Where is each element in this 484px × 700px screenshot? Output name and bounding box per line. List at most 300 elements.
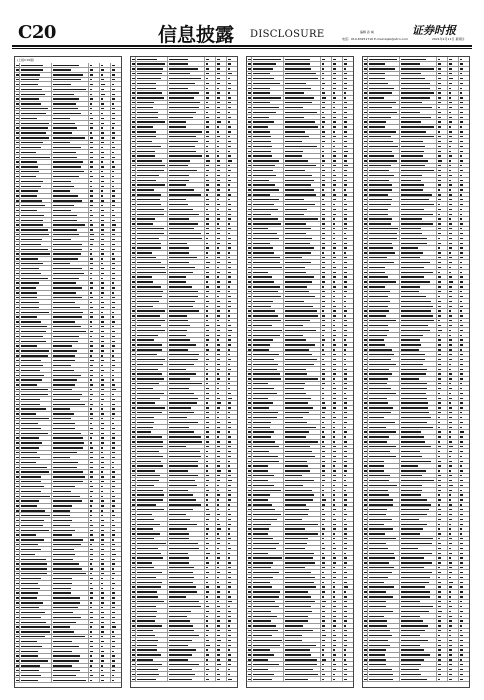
table-cell — [89, 475, 100, 479]
table-cell — [89, 213, 100, 217]
table-cell — [100, 78, 111, 82]
cell-text-stroke — [228, 59, 231, 60]
cell-text-stroke — [90, 452, 93, 453]
table-cell — [111, 218, 121, 222]
table-cell — [52, 296, 89, 300]
table-cell — [205, 72, 216, 76]
cell-text-stroke — [112, 399, 115, 400]
table-cell — [100, 615, 111, 619]
table-cell — [20, 131, 52, 135]
cell-text-stroke — [101, 137, 104, 138]
cell-text-stroke — [137, 63, 165, 64]
table-cell — [100, 378, 111, 382]
table-cell — [20, 296, 52, 300]
table-cell — [89, 499, 100, 503]
cell-text-stroke — [137, 73, 162, 74]
table-cell — [20, 344, 52, 348]
cell-text-stroke — [53, 292, 76, 293]
table-cell — [20, 388, 52, 392]
cell-text-stroke — [53, 312, 83, 313]
cell-text-stroke — [169, 92, 199, 93]
table-cell — [111, 368, 121, 372]
cell-text-stroke — [53, 297, 82, 298]
cell-text-stroke — [112, 321, 115, 322]
cell-text-stroke — [53, 418, 71, 419]
cell-text-stroke — [16, 408, 19, 409]
table-cell — [111, 421, 121, 425]
cell-text-stroke — [21, 447, 39, 448]
cell-text-stroke — [112, 597, 115, 598]
cell-text-stroke — [90, 239, 94, 240]
table-cell — [52, 567, 89, 571]
cell-text-stroke — [53, 602, 80, 603]
table-cell — [168, 57, 205, 61]
table-cell — [111, 237, 121, 241]
cell-text-stroke — [53, 433, 81, 434]
cell-text-stroke — [112, 336, 115, 337]
cell-text-stroke — [217, 63, 220, 64]
table-cell — [52, 315, 89, 319]
cell-text-stroke — [90, 665, 92, 666]
table-cell — [100, 620, 111, 624]
cell-text-stroke — [112, 384, 115, 385]
cell-text-stroke — [90, 89, 92, 90]
cell-text-stroke — [21, 205, 45, 206]
table-cell — [52, 237, 89, 241]
table-cell — [20, 247, 52, 251]
cell-text-stroke — [112, 190, 115, 191]
cell-text-stroke — [101, 646, 103, 647]
table-cell — [89, 465, 100, 469]
cell-text-stroke — [90, 195, 93, 196]
cell-text-stroke — [16, 462, 19, 463]
cell-text-stroke — [112, 462, 114, 463]
cell-text-stroke — [101, 190, 103, 191]
table-cell — [111, 155, 121, 159]
cell-text-stroke — [53, 94, 74, 95]
cell-text-stroke — [21, 476, 41, 477]
cell-text-stroke — [16, 312, 19, 313]
table-cell — [111, 446, 121, 450]
cell-text-stroke — [21, 94, 45, 95]
table-cell — [52, 170, 89, 174]
table-cell — [89, 586, 100, 590]
issue-date: 2021年2月11日 星期四 — [432, 37, 464, 41]
table-cell — [111, 63, 121, 67]
table-cell — [89, 659, 100, 663]
table-cell — [111, 73, 121, 77]
cell-text-stroke — [90, 113, 92, 114]
cell-text-stroke — [21, 263, 43, 264]
cell-text-stroke — [112, 244, 115, 245]
cell-text-stroke — [112, 481, 115, 482]
table-cell — [136, 91, 168, 95]
cell-text-stroke — [112, 161, 114, 162]
cell-text-stroke — [16, 515, 19, 516]
table-cell — [52, 392, 89, 396]
cell-text-stroke — [112, 680, 114, 681]
table-cell — [100, 257, 111, 261]
table-cell — [20, 523, 52, 527]
cell-text-stroke — [21, 331, 46, 332]
table-cell — [100, 586, 111, 590]
table-cell — [20, 668, 52, 672]
cell-text-stroke — [16, 636, 19, 637]
cell-text-stroke — [53, 437, 83, 438]
table-cell — [20, 121, 52, 125]
table-cell — [89, 620, 100, 624]
cell-text-stroke — [217, 102, 220, 103]
cell-text-stroke — [53, 622, 76, 623]
cell-text-stroke — [90, 350, 93, 351]
table-cell — [111, 184, 121, 188]
cell-text-stroke — [101, 210, 104, 211]
cell-text-stroke — [137, 88, 156, 89]
cell-text-stroke — [90, 220, 92, 221]
table-cell — [89, 170, 100, 174]
table-cell — [136, 101, 168, 105]
table-cell — [111, 373, 121, 377]
table-cell — [52, 208, 89, 212]
cell-text-stroke — [101, 108, 104, 109]
cell-text-stroke — [53, 316, 82, 317]
cell-text-stroke — [16, 437, 19, 438]
table-cell — [111, 174, 121, 178]
cell-text-stroke — [16, 321, 19, 322]
table-cell — [89, 484, 100, 488]
table-cell — [20, 276, 52, 280]
cell-text-stroke — [90, 568, 93, 569]
table-cell — [52, 426, 89, 430]
table-cell — [20, 547, 52, 551]
cell-text-stroke — [112, 186, 114, 187]
cell-text-stroke — [90, 592, 93, 593]
cell-text-stroke — [137, 68, 163, 69]
cell-text-stroke — [101, 399, 104, 400]
table-cell — [20, 218, 52, 222]
cell-text-stroke — [112, 84, 114, 85]
cell-text-stroke — [53, 568, 82, 569]
table-cell — [52, 354, 89, 358]
cell-text-stroke — [90, 544, 92, 545]
table-cell — [52, 538, 89, 542]
table-cell — [20, 68, 52, 72]
table-cell — [111, 538, 121, 542]
cell-text-stroke — [90, 341, 93, 342]
cell-text-stroke — [90, 171, 92, 172]
cell-text-stroke — [16, 631, 19, 632]
cell-text-stroke — [112, 113, 115, 114]
cell-text-stroke — [90, 375, 93, 376]
cell-text-stroke — [21, 190, 38, 191]
cell-text-stroke — [16, 200, 19, 201]
table-cell — [100, 649, 111, 653]
table-cell — [100, 475, 111, 479]
cell-text-stroke — [112, 641, 115, 642]
table-cell — [20, 315, 52, 319]
table-cell — [100, 591, 111, 595]
table-cell — [20, 509, 52, 513]
cell-text-stroke — [101, 670, 103, 671]
table-cell — [89, 673, 100, 677]
cell-text-stroke — [90, 612, 93, 613]
cell-text-stroke — [21, 137, 49, 138]
table-cell — [52, 455, 89, 459]
table-cell — [216, 91, 227, 95]
cell-text-stroke — [21, 302, 39, 303]
cell-text-stroke — [90, 278, 92, 279]
table-cell — [111, 586, 121, 590]
cell-text-stroke — [53, 399, 80, 400]
table-cell — [52, 596, 89, 600]
table-cell — [89, 242, 100, 246]
cell-text-stroke — [21, 568, 47, 569]
table-cell — [89, 538, 100, 542]
table-cell — [111, 68, 121, 72]
table-cell — [111, 509, 121, 513]
cell-text-stroke — [21, 200, 42, 201]
cell-text-stroke — [90, 486, 93, 487]
table-cell — [20, 126, 52, 130]
cell-text-stroke — [112, 360, 115, 361]
cell-text-stroke — [112, 520, 114, 521]
cell-text-stroke — [53, 462, 78, 463]
cell-text-stroke — [53, 505, 72, 506]
table-cell — [227, 62, 237, 66]
cell-text-stroke — [90, 389, 92, 390]
cell-text-stroke — [90, 94, 92, 95]
cell-text-stroke — [101, 65, 103, 66]
table-cell — [20, 625, 52, 629]
cell-text-stroke — [101, 229, 104, 230]
table-cell — [111, 102, 121, 106]
table-cell — [227, 96, 237, 100]
table-cell — [111, 363, 121, 367]
table-cell — [20, 528, 52, 532]
cell-text-stroke — [16, 389, 19, 390]
editor-line: 编辑 孙 威 — [360, 30, 374, 34]
table-cell — [52, 417, 89, 421]
cell-text-stroke — [53, 510, 70, 511]
table-cell — [89, 87, 100, 91]
cell-text-stroke — [16, 592, 19, 593]
table-cell — [89, 543, 100, 547]
table-cell — [52, 368, 89, 372]
cell-text-stroke — [53, 127, 77, 128]
cell-text-stroke — [16, 89, 19, 90]
cell-text-stroke — [132, 121, 135, 122]
table-cell — [89, 199, 100, 203]
cell-text-stroke — [21, 549, 41, 550]
cell-text-stroke — [53, 181, 71, 182]
cell-text-stroke — [16, 433, 19, 434]
table-cell — [111, 325, 121, 329]
table-cell — [89, 513, 100, 517]
cell-text-stroke — [90, 205, 93, 206]
table-cell — [89, 644, 100, 648]
table-cell — [52, 174, 89, 178]
table-cell — [100, 480, 111, 484]
cell-text-stroke — [21, 65, 43, 66]
cell-text-stroke — [228, 68, 230, 69]
table-cell — [52, 678, 89, 682]
table-cell — [52, 547, 89, 551]
cell-text-stroke — [16, 118, 19, 119]
cell-text-stroke — [206, 68, 209, 69]
cell-text-stroke — [16, 229, 19, 230]
cell-text-stroke — [53, 626, 70, 627]
table-cell — [216, 105, 227, 109]
table-cell — [111, 417, 121, 421]
table-cell — [100, 484, 111, 488]
cell-text-stroke — [112, 379, 114, 380]
table-cell — [100, 189, 111, 193]
table-cell — [20, 368, 52, 372]
table-cell — [100, 417, 111, 421]
cell-text-stroke — [16, 205, 19, 206]
table-cell — [52, 581, 89, 585]
table-cell — [100, 436, 111, 440]
cell-text-stroke — [90, 651, 93, 652]
table-cell — [89, 368, 100, 372]
cell-text-stroke — [21, 680, 38, 681]
cell-text-stroke — [101, 660, 104, 661]
table-cell — [111, 213, 121, 217]
cell-text-stroke — [90, 384, 93, 385]
table-cell — [111, 344, 121, 348]
table-cell — [100, 63, 111, 67]
cell-text-stroke — [137, 121, 165, 122]
cell-text-stroke — [112, 646, 115, 647]
cell-text-stroke — [21, 113, 46, 114]
cell-text-stroke — [53, 215, 77, 216]
table-cell — [111, 635, 121, 639]
cell-text-stroke — [101, 355, 103, 356]
cell-text-stroke — [21, 675, 41, 676]
cell-text-stroke — [21, 123, 49, 124]
table-cell — [111, 480, 121, 484]
table-cell — [100, 644, 111, 648]
table-cell — [89, 63, 100, 67]
table-cell — [111, 475, 121, 479]
cell-text-stroke — [90, 379, 92, 380]
table-cell — [111, 402, 121, 406]
cell-text-stroke — [16, 166, 19, 167]
cell-text-stroke — [137, 117, 158, 118]
table-cell — [20, 460, 52, 464]
cell-text-stroke — [21, 157, 50, 158]
table-cell — [111, 87, 121, 91]
table-cell — [52, 615, 89, 619]
cell-text-stroke — [101, 563, 104, 564]
cell-text-stroke — [16, 607, 19, 608]
cell-text-stroke — [132, 83, 135, 84]
table-cell — [100, 315, 111, 319]
table-cell — [89, 325, 100, 329]
table-cell — [52, 591, 89, 595]
cell-text-stroke — [21, 491, 41, 492]
table-cell — [111, 276, 121, 280]
cell-text-stroke — [90, 316, 93, 317]
table-cell — [100, 499, 111, 503]
cell-text-stroke — [112, 157, 115, 158]
cell-text-stroke — [53, 118, 70, 119]
table-cell — [89, 334, 100, 338]
table-cell — [20, 291, 52, 295]
table-cell — [168, 120, 205, 124]
cell-text-stroke — [16, 588, 19, 589]
cell-text-stroke — [217, 107, 220, 108]
table-cell — [89, 82, 100, 86]
table-cell — [52, 68, 89, 72]
cell-text-stroke — [101, 142, 104, 143]
table-cell — [100, 547, 111, 551]
table-cell — [111, 431, 121, 435]
table-cell — [89, 237, 100, 241]
table-cell — [20, 373, 52, 377]
table-cell — [52, 160, 89, 164]
table-cell — [52, 339, 89, 343]
cell-text-stroke — [16, 384, 19, 385]
cell-text-stroke — [90, 103, 92, 104]
table-cell — [89, 649, 100, 653]
table-cell — [89, 528, 100, 532]
table-cell — [20, 639, 52, 643]
table-cell — [20, 87, 52, 91]
table-cell — [20, 480, 52, 484]
table-cell — [89, 625, 100, 629]
table-cell — [20, 383, 52, 387]
cell-text-stroke — [112, 345, 115, 346]
table-cell — [111, 131, 121, 135]
cell-text-stroke — [21, 98, 39, 99]
table-cell — [100, 199, 111, 203]
table-cell — [111, 281, 121, 285]
cell-text-stroke — [228, 73, 232, 74]
table-cell — [168, 110, 205, 114]
cell-text-stroke — [90, 636, 92, 637]
table-cell — [89, 228, 100, 232]
cell-text-stroke — [101, 437, 104, 438]
cell-text-stroke — [53, 457, 70, 458]
cell-text-stroke — [132, 102, 135, 103]
cell-text-stroke — [101, 404, 103, 405]
cell-text-stroke — [21, 530, 49, 531]
table-cell — [111, 141, 121, 145]
table-cell — [52, 286, 89, 290]
table-cell — [89, 591, 100, 595]
cell-text-stroke — [53, 326, 81, 327]
cell-text-stroke — [16, 161, 19, 162]
cell-text-stroke — [21, 229, 48, 230]
cell-text-stroke — [21, 534, 36, 535]
table-cell — [89, 480, 100, 484]
table-cell — [227, 115, 237, 119]
cell-text-stroke — [101, 195, 103, 196]
cell-text-stroke — [53, 249, 82, 250]
table-cell — [52, 203, 89, 207]
table-cell — [216, 81, 227, 85]
cell-text-stroke — [16, 186, 19, 187]
table-cell — [89, 354, 100, 358]
table-cell — [20, 257, 52, 261]
table-cell — [111, 654, 121, 658]
cell-text-stroke — [16, 423, 19, 424]
table-cell — [20, 421, 52, 425]
table-cell — [168, 105, 205, 109]
table-cell — [111, 194, 121, 198]
cell-text-stroke — [112, 568, 114, 569]
